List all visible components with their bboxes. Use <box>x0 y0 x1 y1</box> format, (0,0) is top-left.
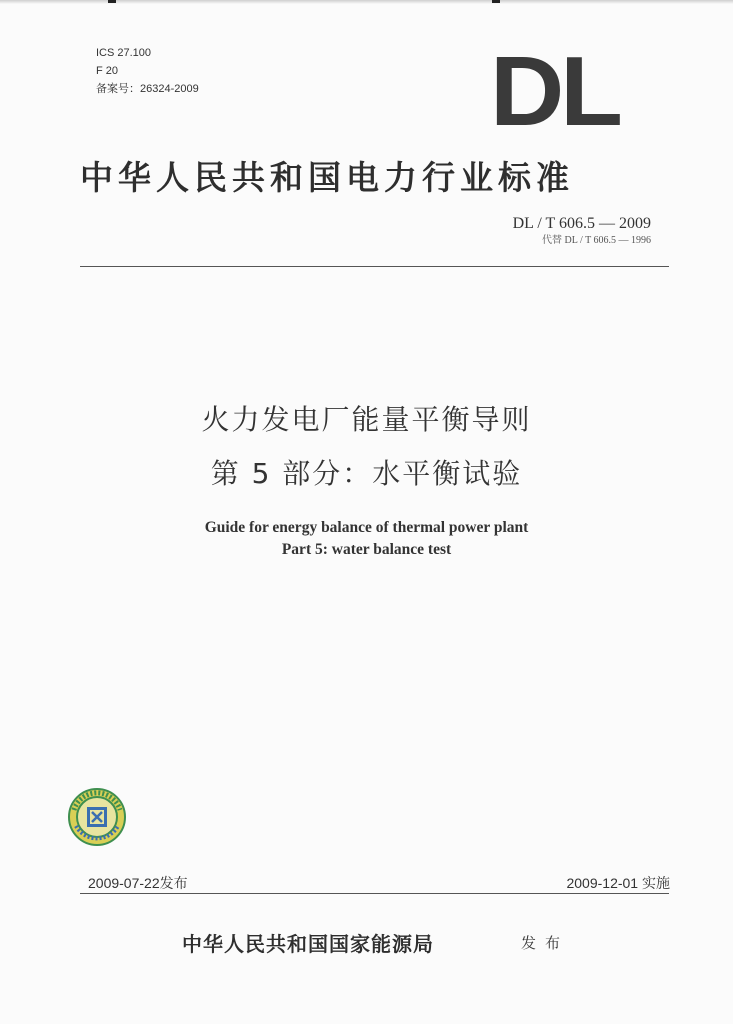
title-en-line2: Part 5: water balance test <box>281 541 452 558</box>
dl-logo: DL <box>490 36 619 146</box>
implementation-date: 2009-12-01 实施 <box>566 875 670 891</box>
standard-code-block <box>513 214 651 248</box>
standard-title: 中华人民共和国电力行业标准 <box>80 158 574 197</box>
publisher-seal-icon <box>68 788 126 846</box>
title-cn-line1: 火力发电厂能量平衡导则 <box>201 403 532 436</box>
title-en-line1: Guide for energy balance of thermal power plant <box>204 519 529 536</box>
classification-block <box>96 44 199 98</box>
standard-code: DL / T 606.5 — 2009 <box>512 215 651 232</box>
publisher-name: 中华人民共和国国家能源局 <box>182 932 434 956</box>
scan-mark <box>108 0 116 3</box>
header-divider <box>80 266 669 267</box>
publish-label: 发布 <box>521 934 570 952</box>
issue-date: 2009-07-22发布 <box>88 875 188 891</box>
category-code: F 20 <box>96 65 119 77</box>
replaces-code: 代替 DL / T 606.5 — 1996 <box>542 235 651 246</box>
title-cn-line2: 第 5 部分：水平衡试验 <box>210 457 523 490</box>
ics-code: ICS 27.100 <box>96 47 152 59</box>
scan-mark <box>492 0 500 3</box>
footer-divider <box>80 893 669 894</box>
scan-top-edge <box>0 0 733 4</box>
record-number: 备案号：26324-2009 <box>96 83 199 95</box>
